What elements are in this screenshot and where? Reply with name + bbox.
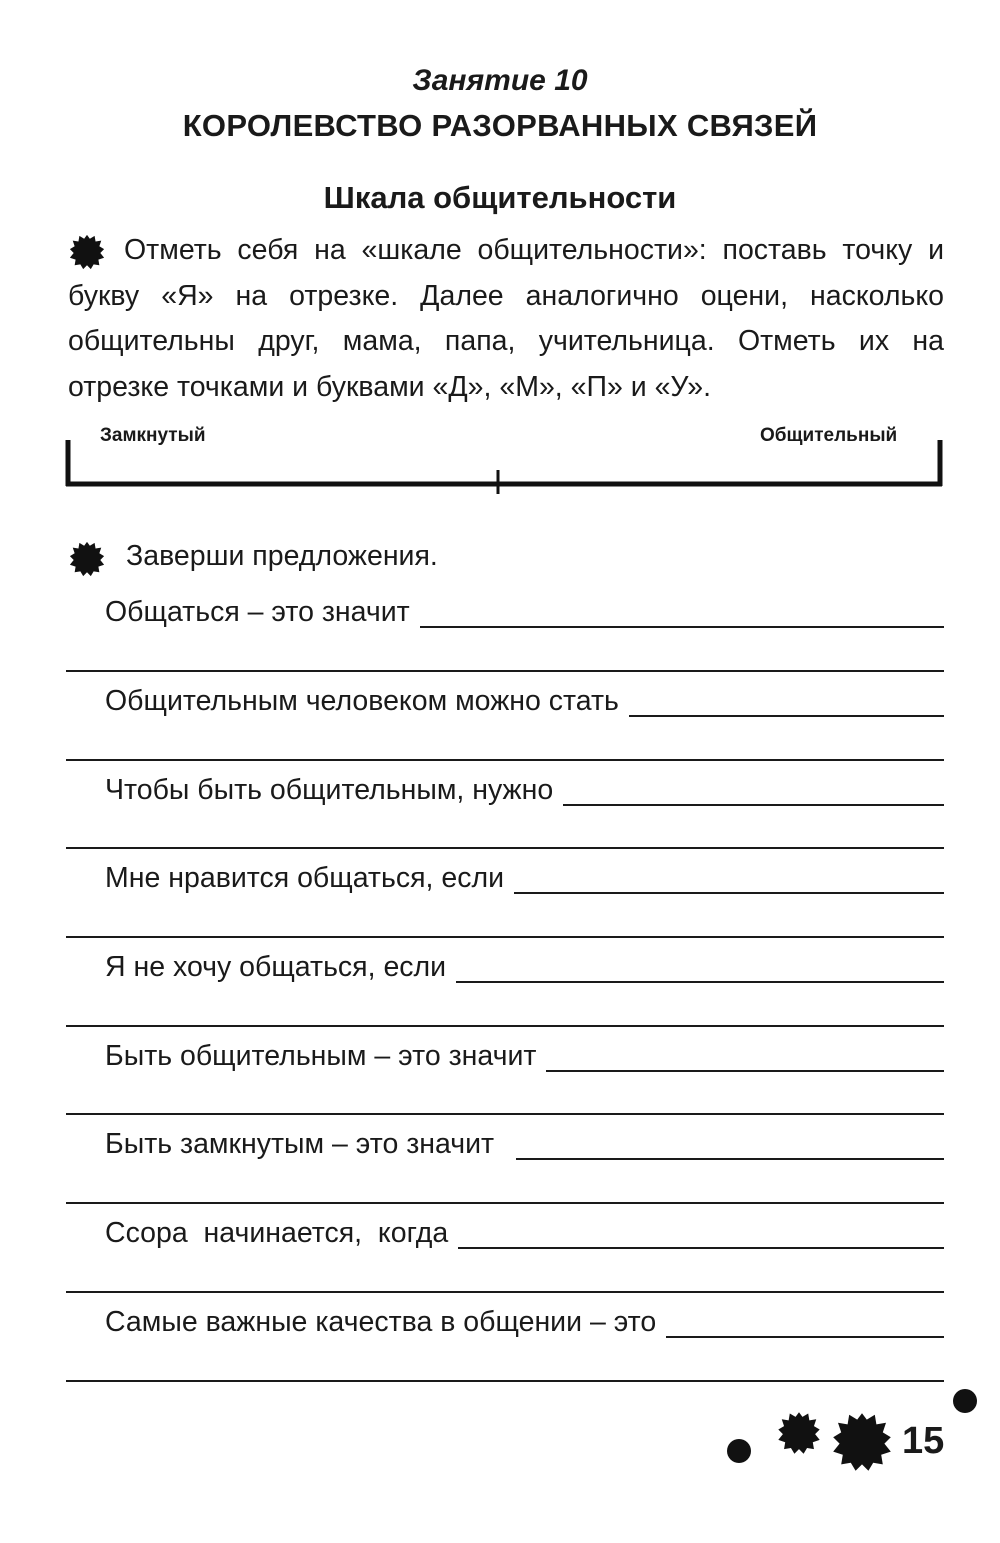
sentence-row[interactable] xyxy=(105,1298,944,1338)
large-blot-icon xyxy=(830,1410,894,1474)
sentence-prompt: Быть общительным – это значит xyxy=(105,1040,537,1072)
communicativeness-scale[interactable] xyxy=(60,432,952,498)
task-1-text: Отметь себя на «шкале общительности»: поставь точку и букву «Я» на отрезке. Далее аналогично оцени, насколько общительны друг, мама, папа, учительница. Отметь их на отрезке точками и буквами «Д», «М», «П» и «У». xyxy=(68,234,944,403)
scale-right-label: Общительный xyxy=(760,425,898,446)
sentence-row[interactable] xyxy=(105,677,944,717)
answer-line[interactable] xyxy=(666,1310,944,1338)
answer-line[interactable] xyxy=(516,1132,944,1160)
answer-line-full[interactable] xyxy=(66,670,944,672)
sentence-prompt: Быть замкнутым – это значит xyxy=(105,1128,495,1160)
answer-line[interactable] xyxy=(546,1044,944,1072)
sentence-prompt: Самые важные качества в общении – это xyxy=(105,1306,657,1338)
page-title: КОРОЛЕВСТВО РАЗОРВАННЫХ СВЯЗЕЙ xyxy=(182,108,818,143)
sentence-row[interactable] xyxy=(105,943,944,983)
page-number: 15 xyxy=(902,1420,945,1462)
answer-line[interactable] xyxy=(563,778,944,806)
answer-line[interactable] xyxy=(456,955,944,983)
sentence-row[interactable] xyxy=(105,1120,944,1160)
sentence-prompt: Чтобы быть общительным, нужно xyxy=(105,774,554,806)
answer-line-full[interactable] xyxy=(66,1113,944,1115)
answer-line[interactable] xyxy=(458,1221,944,1249)
task-2-instruction: Заверши предложения. xyxy=(126,540,438,572)
answer-line-full[interactable] xyxy=(66,936,944,938)
small-blot-icon xyxy=(950,1386,980,1416)
task-1-instruction xyxy=(68,228,944,410)
answer-line-full[interactable] xyxy=(66,1202,944,1204)
answer-line-full[interactable] xyxy=(66,1025,944,1027)
answer-line-full[interactable] xyxy=(66,1291,944,1293)
sentence-row[interactable] xyxy=(105,1032,944,1072)
small-blot-icon xyxy=(724,1436,754,1466)
medium-blot-icon xyxy=(776,1410,822,1456)
blot-bullet-icon xyxy=(68,540,106,578)
sentence-prompt: Общаться – это значит xyxy=(105,596,410,628)
answer-line-full[interactable] xyxy=(66,1380,944,1382)
sentence-prompt: Общительным человеком можно стать xyxy=(105,685,619,717)
sentence-prompt: Ссора начинается, когда xyxy=(105,1217,449,1249)
answer-line[interactable] xyxy=(420,600,944,628)
answer-line-full[interactable] xyxy=(66,847,944,849)
section-title: Шкала общительности xyxy=(323,180,677,215)
sentence-row[interactable] xyxy=(105,854,944,894)
sentence-row[interactable] xyxy=(105,766,944,806)
lesson-number: Занятие 10 xyxy=(412,64,588,97)
sentence-prompt: Мне нравится общаться, если xyxy=(105,862,504,894)
sentence-row[interactable] xyxy=(105,588,944,628)
sentence-row[interactable] xyxy=(105,1209,944,1249)
answer-line[interactable] xyxy=(514,866,944,894)
sentence-prompt: Я не хочу общаться, если xyxy=(105,951,447,983)
answer-line-full[interactable] xyxy=(66,759,944,761)
answer-line[interactable] xyxy=(629,689,944,717)
scale-left-label: Замкнутый xyxy=(100,425,206,446)
